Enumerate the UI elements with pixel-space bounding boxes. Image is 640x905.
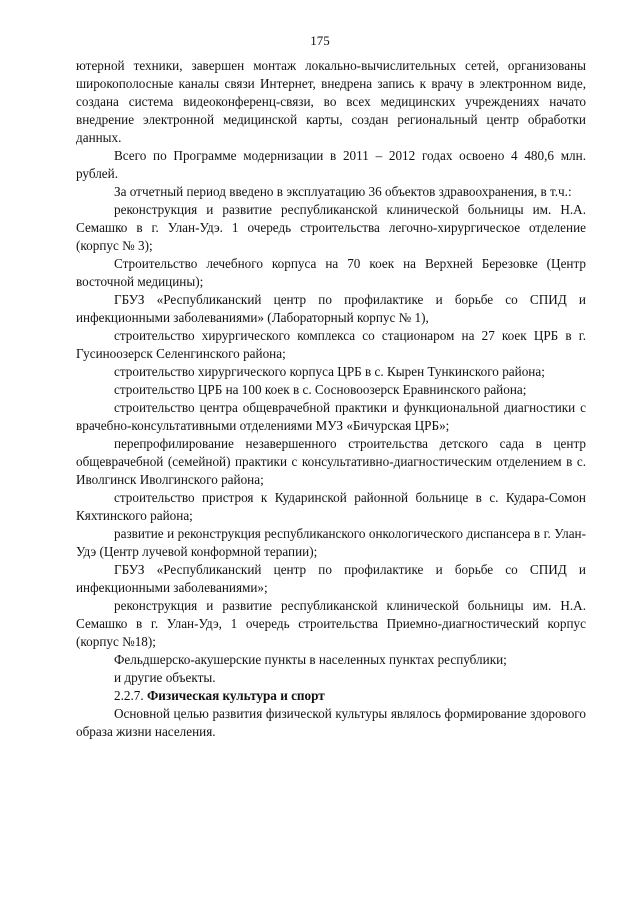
section-title: Физическая культура и спорт xyxy=(146,688,325,703)
list-item: строительство хирургического комплекса со стационаром на 27 коек ЦРБ в г. Гусиноозерск Селенгинского района; xyxy=(76,328,586,361)
section-heading xyxy=(76,687,586,705)
section-number: 2.2.7. xyxy=(114,688,144,703)
paragraph: ютерной техники, завершен монтаж локально-вычислительных сетей, организованы широкополосные каналы связи Интернет, внедрена запись к врачу в электронном виде, создана система видеоконференц-связи, во всех медицинских учреждениях начато внедрение электронной медицинской карты, создан региональный центр обработки данных. xyxy=(76,58,586,145)
paragraph: За отчетный период введено в эксплуатацию 36 объектов здравоохранения, в т.ч.: xyxy=(114,184,572,199)
list-item: реконструкция и развитие республиканской клинической больницы им. Н.А. Семашко в г. Улан-Удэ, 1 очередь строительства Приемно-диагностический корпус (корпус №18); xyxy=(76,598,586,649)
list-item: строительство центра общеврачебной практики и функциональной диагностики с врачебно-консультативными отделениями МУЗ «Бичурская ЦРБ»; xyxy=(76,400,586,433)
document-body xyxy=(76,57,586,741)
list-item: ГБУЗ «Республиканский центр по профилактике и борьбе со СПИД и инфекционными заболеваниями»; xyxy=(76,562,586,595)
list-item: строительство хирургического корпуса ЦРБ в с. Кырен Тункинского района; xyxy=(114,364,545,379)
list-item: строительство пристроя к Кударинской районной больнице в с. Кудара-Сомон Кяхтинского района; xyxy=(76,490,586,523)
paragraph: Основной целью развития физической культуры являлось формирование здорового образа жизни населения. xyxy=(76,706,586,739)
list-item: Строительство лечебного корпуса на 70 коек на Верхней Березовке (Центр восточной медицины); xyxy=(76,256,586,289)
list-item: и другие объекты. xyxy=(114,670,216,685)
list-item: реконструкция и развитие республиканской клинической больницы им. Н.А. Семашко в г. Улан-Удэ. 1 очередь строительства легочно-хирургическое отделение (корпус № 3); xyxy=(76,202,586,253)
list-item: ГБУЗ «Республиканский центр по профилактике и борьбе со СПИД и инфекционными заболеваниями» (Лабораторный корпус № 1), xyxy=(76,292,586,325)
page-number: 175 xyxy=(310,33,330,48)
list-item: строительство ЦРБ на 100 коек в с. Сосновоозерск Еравнинского района; xyxy=(114,382,527,397)
list-item: развитие и реконструкция республиканского онкологического диспансера в г. Улан-Удэ (Центр лучевой конформной терапии); xyxy=(76,526,586,559)
list-item: Фельдшерско-акушерские пункты в населенных пунктах республики; xyxy=(114,652,507,667)
paragraph: Всего по Программе модернизации в 2011 – 2012 годах освоено 4 480,6 млн. рублей. xyxy=(76,148,586,181)
list-item: перепрофилирование незавершенного строительства детского сада в центр общеврачебной (семейной) практики с консультативно-диагностическим отделением в с. Иволгинск Иволгинского района; xyxy=(76,436,586,487)
